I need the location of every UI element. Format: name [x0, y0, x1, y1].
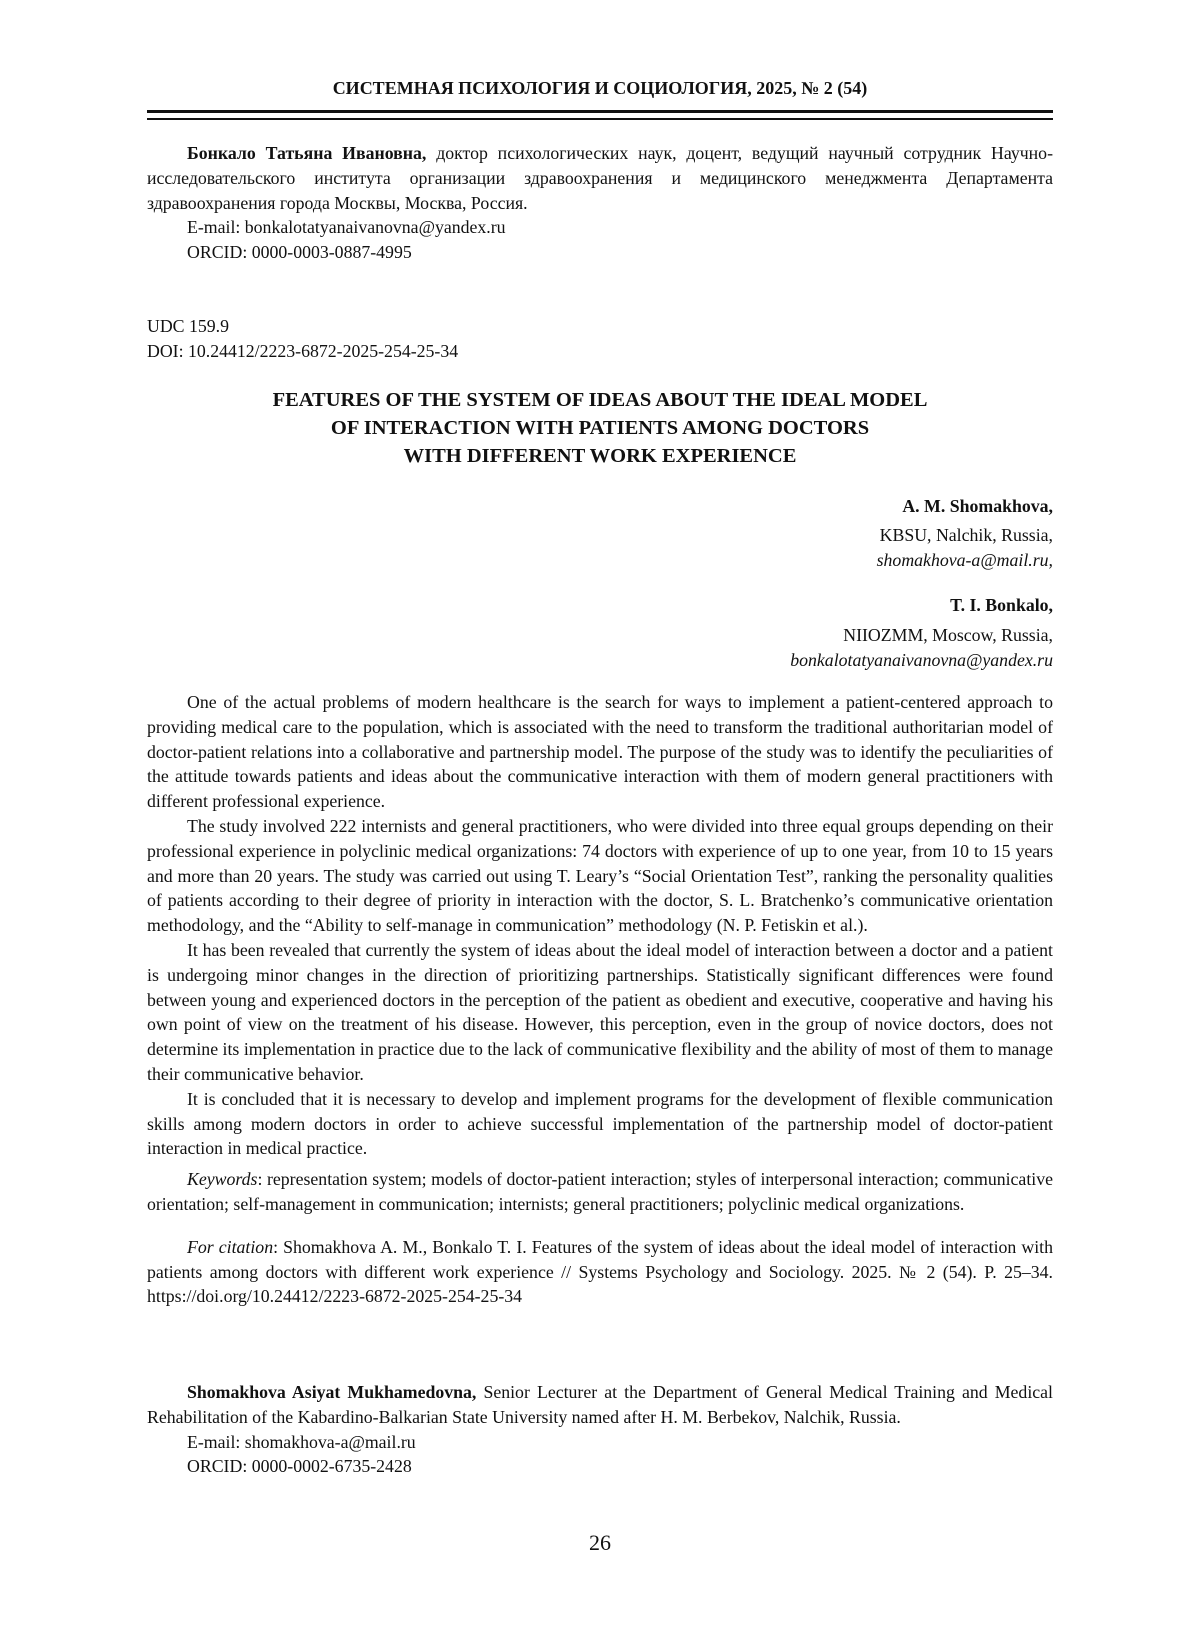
- header-rule-thin: [147, 118, 1053, 120]
- author-name: A. M. Shomakhova,: [147, 494, 1053, 519]
- abstract-paragraph: It is concluded that it is necessary to develop and implement programs for the development of flexible communication skills among modern doctors in order to achieve successful implementation of the partnership model of doctor-patient interaction in medical practice.: [147, 1087, 1053, 1161]
- author-email: shomakhova-a@mail.ru,: [147, 548, 1053, 573]
- article-title: [147, 386, 1053, 470]
- abstract-paragraph: The study involved 222 internists and general practitioners, who were divided into three equal groups depending on their professional experience in polyclinic medical organizations: 74 doctors with experience of up to one year, from 10 to 15 years and more than 20 years. The study was carried out using T. Leary’s “Social Orientation Test”, ranking the personality qualities of patients according to their degree of priority in interaction with the doctor, S. L. Bratchenko’s communicative orientation methodology, and the “Ability to self-manage in communication” methodology (N. P. Fetiskin et al.).: [147, 814, 1053, 938]
- running-header: СИСТЕМНАЯ ПСИХОЛОГИЯ И СОЦИОЛОГИЯ, 2025, № 2 (54): [0, 78, 1200, 99]
- ru-author-email: E-mail: bonkalotatyanaivanovna@yandex.ru: [147, 215, 1053, 240]
- citation: For citation: Shomakhova A. M., Bonkalo T. I. Features of the system of ideas about the ideal model of interaction with patients among doctors with different work experience // Systems Psychology and Sociology. 2025. № 2 (54). P. 25–34. https://doi.org/10.24412/2223-6872-2025-254-25-34: [147, 1235, 1053, 1309]
- page-number: 26: [0, 1530, 1200, 1556]
- author-affiliation: NIIOZMM, Moscow, Russia,: [147, 623, 1053, 648]
- doi: DOI: 10.24412/2223-6872-2025-254-25-34: [147, 339, 1053, 364]
- title-line: FEATURES OF THE SYSTEM OF IDEAS ABOUT THE IDEAL MODEL: [147, 386, 1053, 414]
- author-email: bonkalotatyanaivanovna@yandex.ru: [147, 648, 1053, 673]
- author-affiliation: KBSU, Nalchik, Russia,: [147, 523, 1053, 548]
- author-name: T. I. Bonkalo,: [147, 593, 1053, 618]
- author-block: [147, 494, 1053, 572]
- abstract-paragraph: It has been revealed that currently the system of ideas about the ideal model of interaction between a doctor and a patient is undergoing minor changes in the direction of prioritizing partnerships. Statistically significant differences were found between young and experienced doctors in the perception of the patient as obedient and executive, cooperative and having his own point of view on the treatment of his disease. However, this perception, even in the group of novice doctors, does not determine its implementation in practice due to the lack of communicative flexibility and the ability of most of them to manage their communicative behavior.: [147, 938, 1053, 1087]
- title-line: OF INTERACTION WITH PATIENTS AMONG DOCTORS: [147, 414, 1053, 442]
- ru-author-desc: доктор психологических наук, доцент, ведущий научный сотрудник Научно-исследовательского института организации здравоохранения и медицинского менеджмента Департамента здравоохранения города Москвы, Москва, Россия.: [147, 143, 1053, 213]
- ru-author-name: Бонкало Татьяна Ивановна,: [187, 143, 426, 163]
- abstract-paragraph: One of the actual problems of modern healthcare is the search for ways to implement a patient-centered approach to providing medical care to the population, which is associated with the need to transform the traditional authoritarian model of doctor-patient relations into a collaborative and partnership model. The purpose of the study was to identify the peculiarities of the attitude towards patients and ideas about the communicative interaction with them of modern general practitioners with different professional experience.: [147, 690, 1053, 814]
- udc: UDC 159.9: [147, 314, 1053, 339]
- en-author-info: [147, 1380, 1053, 1479]
- ru-author-orcid: ORCID: 0000-0003-0887-4995: [147, 240, 1053, 265]
- header-rule-thick: [147, 110, 1053, 113]
- identifiers: [147, 314, 1053, 364]
- keywords: Keywords: representation system; models of doctor-patient interaction; styles of interpersonal interaction; communicative orientation; self-management in communication; internists; general practitioners; polyclinic medical organizations.: [147, 1167, 1053, 1217]
- author-block: [147, 593, 1053, 672]
- en-author-desc: Senior Lecturer at the Department of General Medical Training and Medical Rehabilitation of the Kabardino-Balkarian State University named after H. M. Berbekov, Nalchik, Russia.: [147, 1382, 1053, 1427]
- title-line: WITH DIFFERENT WORK EXPERIENCE: [147, 442, 1053, 470]
- en-author-orcid: ORCID: 0000-0002-6735-2428: [147, 1454, 1053, 1479]
- ru-author-info: [147, 141, 1053, 265]
- en-author-name: Shomakhova Asiyat Mukhamedovna,: [187, 1382, 476, 1402]
- abstract: [147, 690, 1053, 1309]
- en-author-email: E-mail: shomakhova-a@mail.ru: [147, 1430, 1053, 1455]
